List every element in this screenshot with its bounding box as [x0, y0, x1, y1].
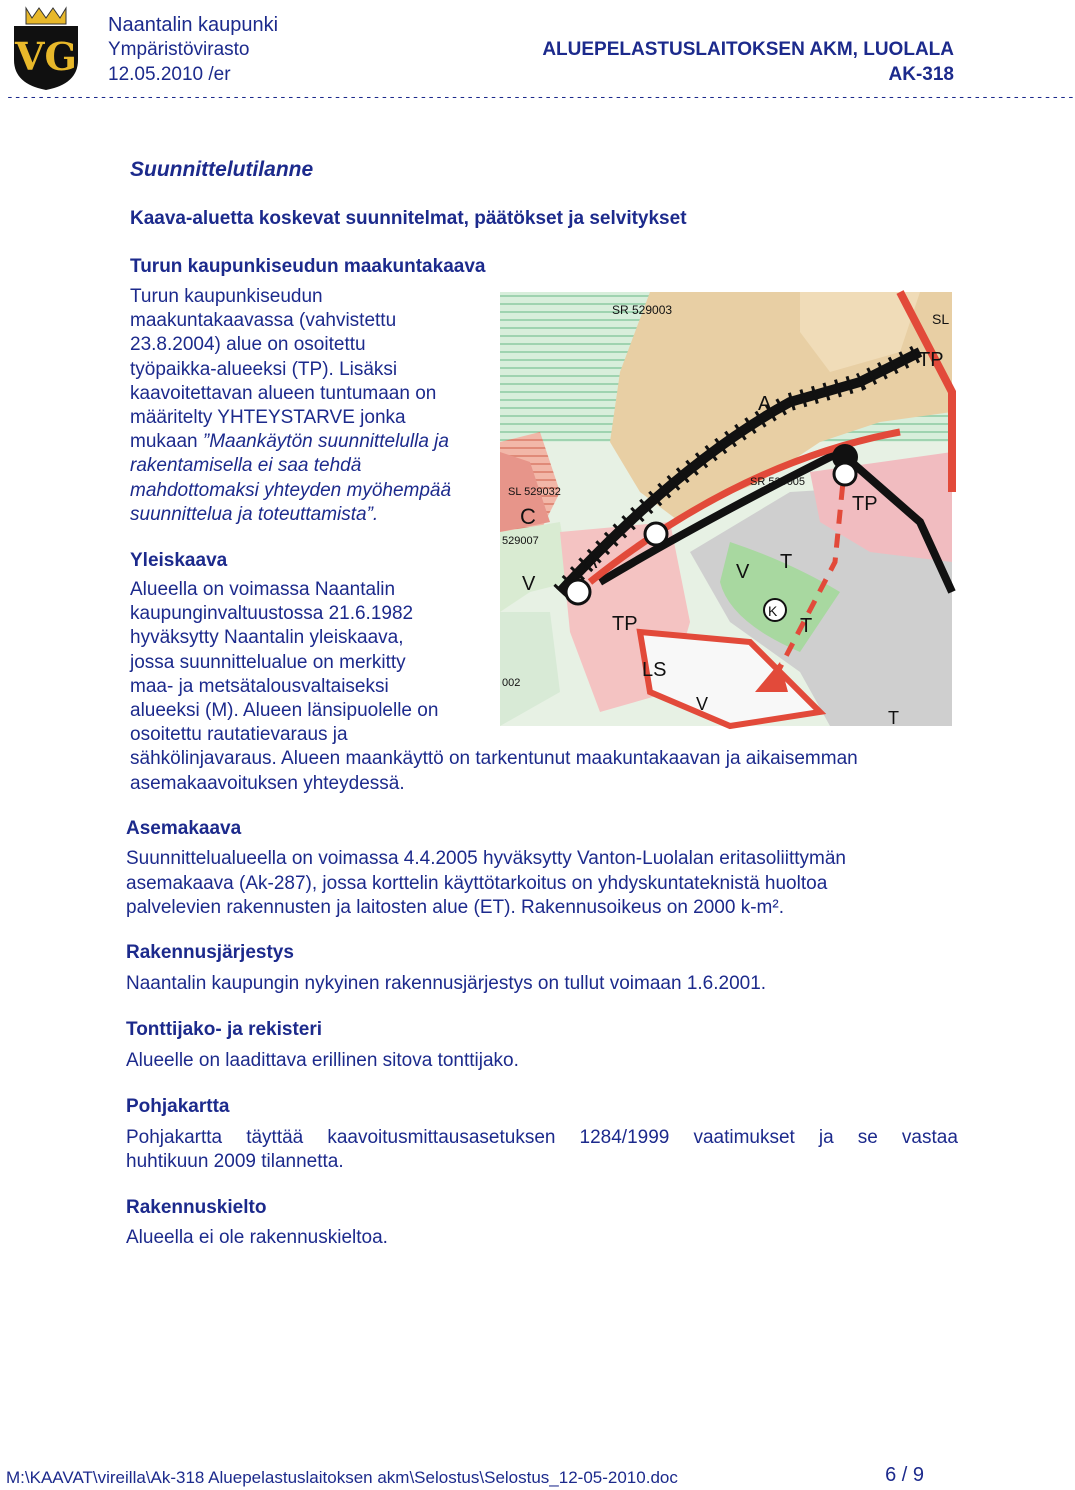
word: 1284/1999 — [579, 1127, 670, 1148]
map-label: SL 529032 — [508, 486, 561, 498]
word: vaatimukset — [693, 1127, 795, 1148]
footer-page-number: 6 / 9 — [885, 1464, 924, 1486]
asemakaava-text — [126, 847, 946, 921]
section-title: Suunnittelutilanne — [130, 158, 314, 181]
maakunta-text — [130, 285, 500, 527]
word: kaavoitusmittausasetuksen — [327, 1127, 556, 1148]
tonttijako-heading: Tonttijako- ja rekisteri — [126, 1019, 323, 1040]
text-fragment: mukaan — [130, 431, 203, 453]
text-line: asemakaavoituksen yhteydessä. — [130, 772, 405, 794]
regional-plan-map — [500, 292, 952, 726]
header-project: ALUEPELASTUSLAITOKSEN AKM, LUOLALA — [542, 39, 954, 60]
text-line: Suunnittelualueella on voimassa 4.4.2005 hyväksytty Vanton-Luolalan eritasoliittymän — [126, 848, 846, 869]
text-line: työpaikka-alueeksi (TP). Lisäksi — [130, 358, 398, 380]
asemakaava-heading: Asemakaava — [126, 818, 242, 839]
text-line: palvelevien rakennusten ja laitosten alue (ET). Rakennusoikeus on 2000 k-m². — [126, 897, 784, 918]
text-line: asemakaava (Ak-287), jossa korttelin käyttötarkoitus on yhdyskuntateknistä huoltoa — [126, 872, 828, 894]
pohjakartta-line2: huhtikuun 2009 tilannetta. — [126, 1151, 344, 1172]
text-line: alueeksi (M). Alueen länsipuolelle on — [130, 700, 439, 722]
italic-line: mahdottomaksi yhteyden myöhempää — [130, 479, 452, 501]
rakennusjarjestys-heading: Rakennusjärjestys — [126, 942, 294, 963]
map-label: T — [780, 551, 793, 573]
map-label: SR 529005 — [750, 476, 806, 488]
word: vastaa — [901, 1127, 958, 1148]
text-line: Turun kaupunkiseudun — [130, 286, 323, 307]
text-line — [130, 430, 500, 454]
town-crest-logo — [6, 4, 86, 92]
word: ja — [818, 1127, 834, 1148]
map-label: SL — [932, 311, 950, 327]
map-label: A — [758, 393, 772, 415]
header-code: AK-318 — [888, 64, 954, 85]
rakennuskielto-text: Alueella ei ole rakennuskieltoa. — [126, 1227, 388, 1248]
italic-line: Maankäytön suunnittelulla ja — [209, 431, 449, 453]
map-label: T — [888, 708, 899, 728]
quote-mark: ” — [202, 431, 210, 453]
text-line: maa- ja metsätalousvaltaiseksi — [130, 675, 389, 697]
map-label: T — [800, 615, 813, 637]
word: Pohjakartta — [126, 1127, 223, 1148]
map-label: K — [768, 603, 778, 619]
logo-letters: VG — [15, 34, 77, 79]
map-label: TP — [918, 349, 944, 371]
text-line: kaavoitettavan alueen tuntumaan on — [130, 382, 437, 404]
rakennusjarjestys-text: Naantalin kaupungin nykyinen rakennusjärjestys on tullut voimaan 1.6.2001. — [126, 973, 767, 994]
text-line: kaupunginvaltuustossa 21.6.1982 — [130, 603, 414, 625]
italic-line: suunnittelua ja toteuttamista”. — [130, 503, 379, 525]
rakennuskielto-heading: Rakennuskielto — [126, 1197, 267, 1218]
text-line: 23.8.2004) alue on osoitettu — [130, 334, 366, 356]
map-label: TP — [612, 613, 638, 635]
header-org: Naantalin kaupunki — [108, 14, 279, 36]
text-line: osoitettu rautatievaraus ja — [130, 724, 348, 746]
section-subtitle: Kaava-aluetta koskevat suunnitelmat, päätökset ja selvitykset — [130, 208, 687, 229]
map-label: TP — [852, 493, 878, 515]
maakunta-heading: Turun kaupunkiseudun maakuntakaava — [130, 256, 486, 277]
text-line: jossa suunnittelualue on merkitty — [130, 651, 406, 673]
pohjakartta-line1 — [126, 1126, 958, 1150]
text-line: sähkölinjavaraus. Alueen maankäyttö on tarkentunut maakuntakaavan ja aikaisemman — [130, 748, 858, 770]
pohjakartta-heading: Pohjakartta — [126, 1096, 230, 1117]
text-line: hyväksytty Naantalin yleiskaava, — [130, 627, 404, 649]
text-line: Alueella on voimassa Naantalin — [130, 579, 396, 600]
map-label: C — [520, 504, 536, 529]
footer-file-path: M:\KAAVAT\vireilla\Ak-318 Aluepelastuslaitoksen akm\Selostus\Selostus_12-05-2010.doc — [6, 1468, 678, 1487]
word: se — [857, 1127, 878, 1148]
header-dept: Ympäristövirasto — [108, 39, 250, 60]
text-line: maakuntakaavassa (vahvistettu — [130, 310, 397, 332]
header-separator: ----------------------------------------------------------------------------------------------------------------------------------------- — [6, 90, 1075, 105]
map-label: 002 — [502, 677, 521, 689]
yleiskaava-heading: Yleiskaava — [130, 550, 228, 571]
map-label: V — [696, 694, 709, 714]
italic-line: rakentamisella ei saa tehdä — [130, 455, 362, 477]
map-label: A — [584, 551, 598, 573]
map-label: LS — [642, 659, 667, 681]
tonttijako-text: Alueelle on laadittava erillinen sitova tonttijako. — [126, 1050, 519, 1071]
map-label: V — [522, 573, 536, 595]
header-date: 12.05.2010 /er — [108, 64, 231, 85]
word: täyttää — [246, 1127, 304, 1148]
map-label: 529007 — [502, 535, 539, 547]
text-line: määritelty YHTEYSTARVE jonka — [130, 407, 406, 429]
map-label: V — [736, 561, 750, 583]
map-label: SR 529003 — [612, 303, 673, 317]
